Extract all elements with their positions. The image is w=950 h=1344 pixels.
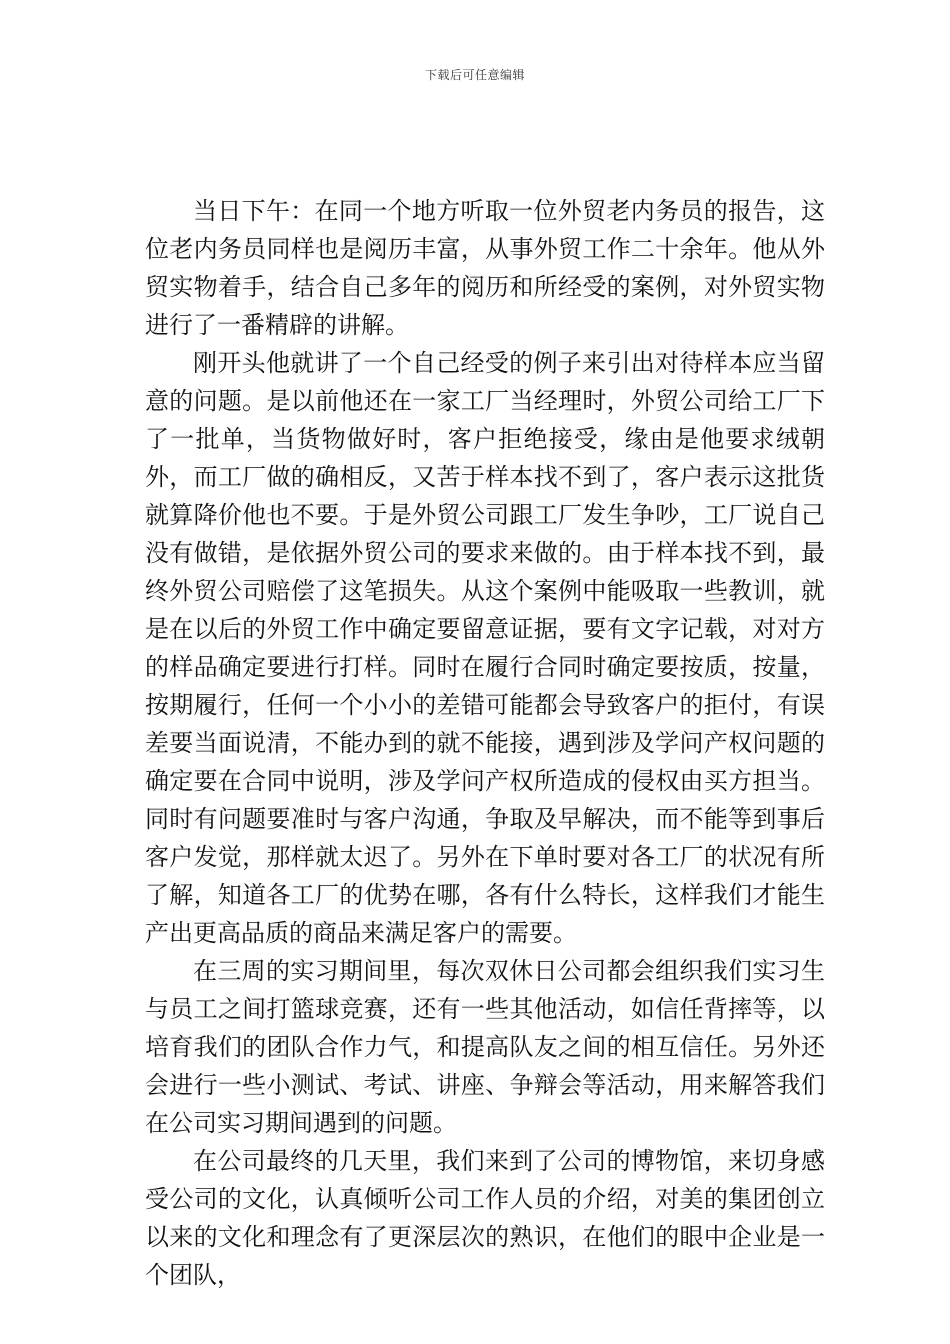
page-header: 下载后可任意编辑 — [424, 68, 525, 82]
paragraph-3: 在三周的实习期间里，每次双休日公司都会组织我们实习生与员工之间打篮球竞赛，还有一些其他活动，如信任背摔等，以培育我们的团队合作力气，和提高队友之间的相互信任。另外还会进行一些小测试、考试、讲座、争辩会等活动，用来解答我们在公司实习期间遇到的问题。 — [145, 957, 825, 1137]
paragraph-4: 在公司最终的几天里，我们来到了公司的博物馆，来切身感受公司的文化，认真倾听公司工作人员的介绍，对美的集团创立以来的文化和理念有了更深层次的熟识，在他们的眼中企业是一个团队， — [145, 1147, 825, 1289]
paragraph-1: 当日下午：在同一个地方听取一位外贸老内务员的报告，这位老内务员同样也是阅历丰富，从事外贸工作二十余年。他从外贸实物着手，结合自己多年的阅历和所经受的案例，对外贸实物进行了一番精辟的讲解。 — [145, 197, 825, 339]
paragraph-2: 刚开头他就讲了一个自己经受的例子来引出对待样本应当留意的问题。是以前他还在一家工厂当经理时，外贸公司给工厂下了一批单，当货物做好时，客户拒绝接受，缘由是他要求绒朝外，而工厂做的确相反，又苦于样本找不到了，客户表示这批货就算降价他也不要。于是外贸公司跟工厂发生争吵，工厂说自己没有做错，是依据外贸公司的要求来做的。由于样本找不到，最终外贸公司赔偿了这笔损失。从这个案例中能吸取一些教训，就是在以后的外贸工作中确定要留意证据，要有文字记载，对对方的样品确定要进行打样。同时在履行合同时确定要按质，按量，按期履行，任何一个小小的差错可能都会导致客户的拒付，有误差要当面说清，不能办到的就不能接，遇到涉及学问产权问题的确定要在合同中说明，涉及学问产权所造成的侵权由买方担当。同时有问题要准时与客户沟通，争取及早解决，而不能等到事后客户发觉，那样就太迟了。另外在下单时要对各工厂的状况有所了解，知道各工厂的优势在哪，各有什么特长，这样我们才能生产出更高品质的商品来满足客户的需要。 — [145, 349, 825, 947]
document-body — [145, 192, 825, 1294]
